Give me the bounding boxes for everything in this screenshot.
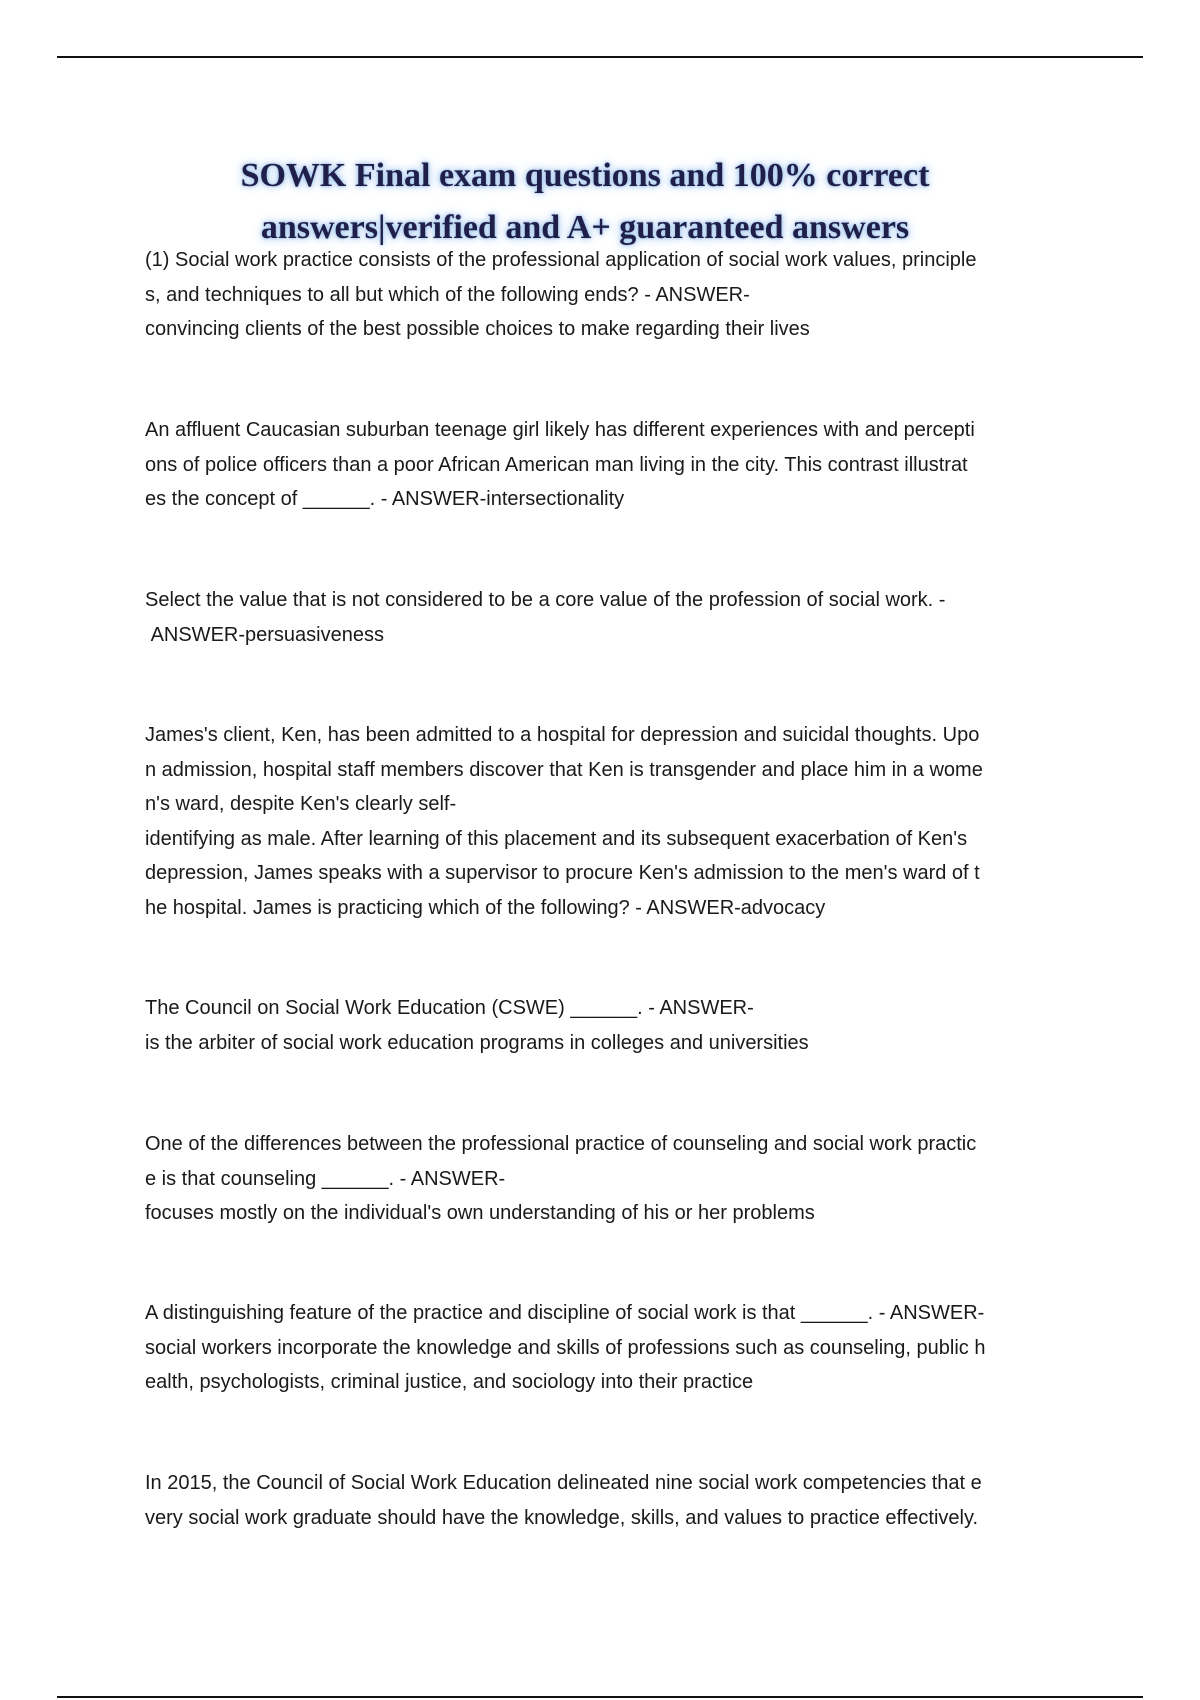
qa-item-6: One of the differences between the professional practice of counseling and social work practic e is that counseling ______. - ANSWER- focuses mostly on the individual's own understanding of his or her problems bbox=[145, 1133, 977, 1224]
qa-item-4: James's client, Ken, has been admitted to a hospital for depression and suicidal thoughts. Upo n admission, hospital staff members discover that Ken is transgender and place him in a wome n's ward, despite Ken's clearly self- identifying as male. After learning of this placement and its subsequent exacerbation of Ken's depression, James speaks with a supervisor to procure Ken's admission to the men's ward of t he hospital. James is practicing which of the following? - ANSWER-advocacy bbox=[145, 724, 983, 919]
qa-item-2: An affluent Caucasian suburban teenage girl likely has different experiences with and percepti ons of police officers than a poor African American man living in the city. This contrast illustrat es the concept of ______. - ANSWER-intersectionality bbox=[145, 419, 975, 510]
qa-item-3: Select the value that is not considered to be a core value of the profession of social work. - ANSWER-persuasiveness bbox=[145, 589, 946, 646]
qa-item-7: A distinguishing feature of the practice and discipline of social work is that ______. - ANSWER- social workers incorporate the knowledge and skills of professions such as counseling, public h ealth, psychologists, criminal justice, and sociology into their practice bbox=[145, 1302, 986, 1393]
qa-item-1: (1) Social work practice consists of the professional application of social work values, principle s, and techniques to all but which of the following ends? - ANSWER- convincing clients of the best possible choices to make regarding their lives bbox=[145, 249, 977, 340]
document-title bbox=[145, 150, 1025, 254]
bottom-divider bbox=[57, 1696, 1143, 1698]
qa-item-5: The Council on Social Work Education (CSWE) ______. - ANSWER- is the arbiter of social work education programs in colleges and universities bbox=[145, 997, 809, 1054]
top-divider bbox=[57, 56, 1143, 58]
title-line-1: SOWK Final exam questions and 100% correct bbox=[240, 157, 930, 194]
title-line-2: answers|verified and A+ guaranteed answers bbox=[260, 209, 910, 246]
qa-item-8: In 2015, the Council of Social Work Education delineated nine social work competencies that e very social work graduate should have the knowledge, skills, and values to practice effectively. bbox=[145, 1472, 982, 1529]
